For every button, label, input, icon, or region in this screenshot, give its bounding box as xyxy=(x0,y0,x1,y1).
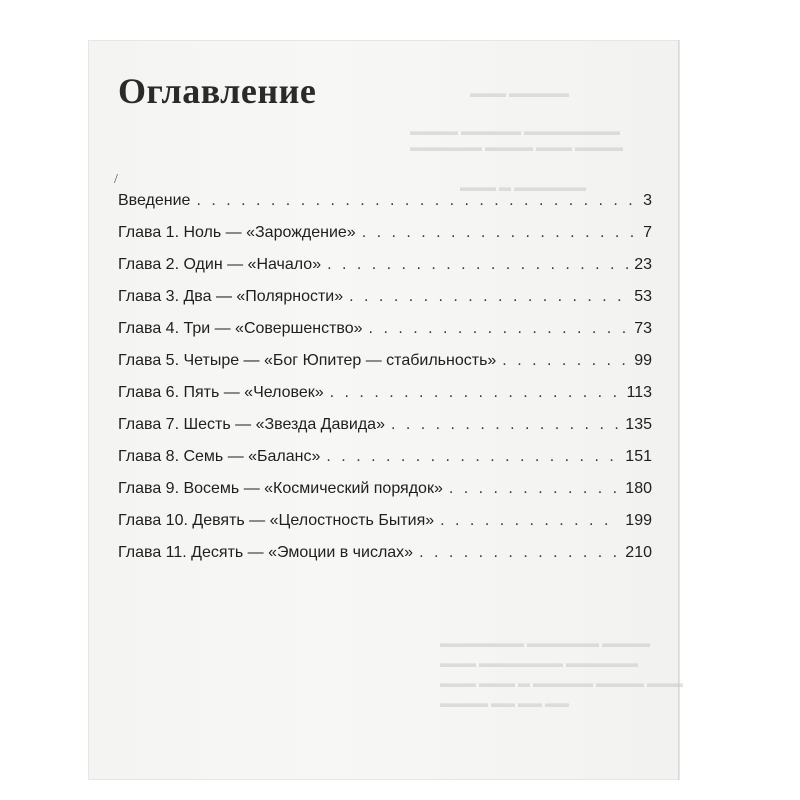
dot-leader xyxy=(449,480,619,498)
toc-entry-title: Глава 8. Семь — «Баланс» xyxy=(118,448,321,465)
toc-entry-title: Глава 9. Восемь — «Космический порядок» xyxy=(118,480,443,497)
toc-entry-title: Введение xyxy=(118,192,191,209)
toc-entry-title: Глава 1. Ноль — «Зарождение» xyxy=(118,224,356,241)
toc-entry[interactable] xyxy=(118,192,652,224)
toc-entry-title: Глава 4. Три — «Совершенство» xyxy=(118,320,363,337)
margin-mark: / xyxy=(114,172,118,187)
toc-entry-page: 53 xyxy=(634,288,652,305)
toc-entry[interactable] xyxy=(118,288,652,320)
toc-entry[interactable] xyxy=(118,480,652,512)
dot-leader xyxy=(362,224,637,242)
bleed-through: ▬▬▬▬▬▬ ▬▬▬▬ ▬▬▬ ▬▬▬▬ xyxy=(410,140,623,154)
toc-entry[interactable] xyxy=(118,384,652,416)
toc-entry-page: 135 xyxy=(625,416,652,433)
dot-leader xyxy=(196,192,637,210)
dot-leader xyxy=(330,384,621,402)
toc-entry-page: 23 xyxy=(634,256,652,273)
toc-entry[interactable] xyxy=(118,416,652,448)
toc-entry-page: 151 xyxy=(625,448,652,465)
toc-entry[interactable] xyxy=(118,352,652,384)
toc-entry[interactable] xyxy=(118,320,652,352)
dot-leader xyxy=(326,448,619,466)
toc-entry-title: Глава 5. Четыре — «Бог Юпитер — стабильность» xyxy=(118,352,497,369)
toc-entry-page: 210 xyxy=(625,544,652,561)
toc-entry-title: Глава 2. Один — «Начало» xyxy=(118,256,322,273)
page-title: Оглавление xyxy=(118,71,317,111)
page-edge xyxy=(678,40,679,780)
toc-entry-title: Глава 3. Два — «Полярности» xyxy=(118,288,344,305)
bleed-through: ▬▬▬ ▬▬▬▬▬ xyxy=(470,86,569,100)
toc-entry-title: Глава 10. Девять — «Целостность Бытия» xyxy=(118,512,435,529)
bleed-through: ▬▬▬▬ ▬▬ ▬▬ ▬▬ xyxy=(440,696,569,710)
toc-entry-page: 180 xyxy=(625,480,652,497)
dot-leader xyxy=(391,416,619,434)
bleed-through: ▬▬▬ ▬▬▬▬▬▬▬ ▬▬▬▬▬▬ xyxy=(440,656,638,670)
toc-entry[interactable] xyxy=(118,256,652,288)
toc-entry[interactable] xyxy=(118,544,652,576)
toc-entry-page: 113 xyxy=(626,384,652,401)
toc-entry[interactable] xyxy=(118,512,652,544)
table-of-contents xyxy=(118,192,652,576)
toc-entry-title: Глава 6. Пять — «Человек» xyxy=(118,384,324,401)
toc-entry[interactable] xyxy=(118,224,652,256)
dot-leader xyxy=(502,352,628,370)
toc-entry-title: Глава 11. Десять — «Эмоции в числах» xyxy=(118,544,414,561)
dot-leader xyxy=(327,256,628,274)
toc-entry-page: 199 xyxy=(625,512,652,529)
bleed-through: ▬▬▬ ▬ ▬▬▬▬▬▬ xyxy=(460,180,586,194)
dot-leader xyxy=(349,288,628,306)
toc-entry-page: 7 xyxy=(643,224,652,241)
toc-entry-title: Глава 7. Шесть — «Звезда Давида» xyxy=(118,416,385,433)
toc-entry[interactable] xyxy=(118,448,652,480)
dot-leader xyxy=(369,320,629,338)
bleed-through: ▬▬▬▬▬▬▬ ▬▬▬▬▬▬ ▬▬▬▬ xyxy=(440,636,650,650)
bleed-through: ▬▬▬▬ ▬▬▬▬▬ ▬▬▬▬▬▬▬▬ xyxy=(410,124,620,138)
toc-entry-page: 3 xyxy=(643,192,652,209)
bleed-through: ▬▬▬ ▬▬▬ ▬ ▬▬▬▬▬ ▬▬▬▬ ▬▬▬ xyxy=(440,676,683,690)
toc-entry-page: 73 xyxy=(634,320,652,337)
dot-leader xyxy=(419,544,619,562)
toc-entry-page: 99 xyxy=(634,352,652,369)
dot-leader xyxy=(440,512,619,530)
